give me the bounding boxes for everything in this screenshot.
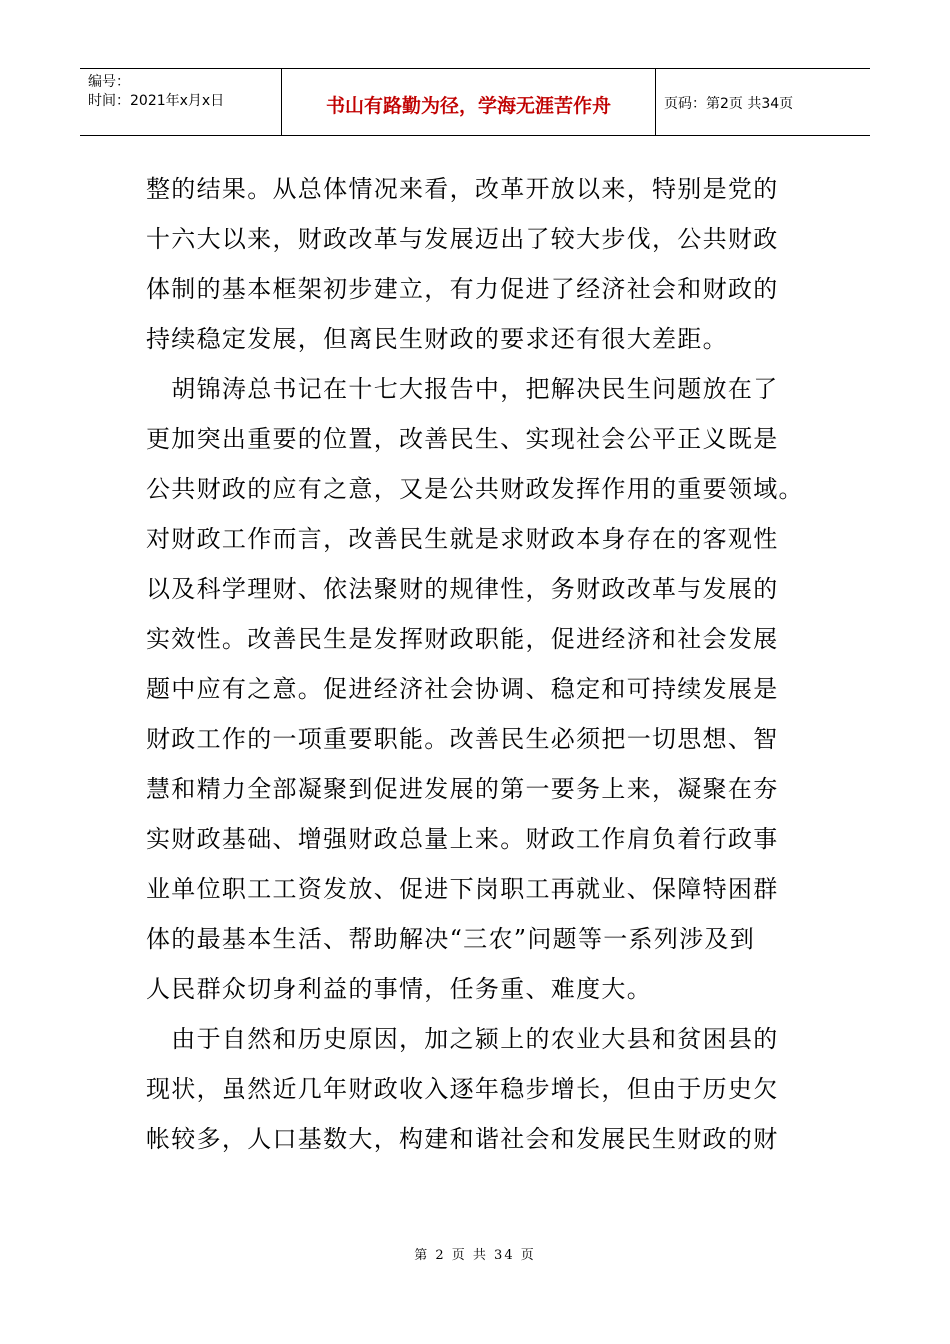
body-line: 以及科学理财、依法聚财的规律性，务财政改革与发展的	[146, 575, 779, 603]
body-line: 公共财政的应有之意，又是公共财政发挥作用的重要领域。	[146, 475, 804, 503]
page-footer: 第 2 页 共 34 页	[414, 1248, 536, 1263]
body-line: 业单位职工工资发放、促进下岗职工再就业、保障特困群	[146, 875, 779, 903]
body-line: 持续稳定发展，但离民生财政的要求还有很大差距。	[146, 325, 728, 353]
body-line: 胡锦涛总书记在十七大报告中，把解决民生问题放在了	[146, 375, 779, 403]
body-line: 现状，虽然近几年财政收入逐年稳步增长，但由于历史欠	[146, 1075, 779, 1103]
body-line: 由于自然和历史原因，加之颍上的农业大县和贫困县的	[146, 1025, 779, 1053]
header-meta	[80, 69, 282, 135]
body-line: 实财政基础、增强财政总量上来。财政工作肩负着行政事	[146, 825, 779, 853]
body-line: 对财政工作而言，改善民生就是求财政本身存在的客观性	[146, 525, 779, 553]
body-line: 体的最基本生活、帮助解决“三农”问题等一系列涉及到	[146, 925, 756, 953]
body-line: 整的结果。从总体情况来看，改革开放以来，特别是党的	[146, 175, 779, 203]
header-page-info: 页码：第2页 共34页	[664, 96, 794, 112]
body-line: 十六大以来，财政改革与发展迈出了较大步伐，公共财政	[146, 225, 779, 253]
body-line: 慧和精力全部凝聚到促进发展的第一要务上来，凝聚在夯	[146, 775, 779, 803]
body-line: 人民群众切身利益的事情，任务重、难度大。	[146, 975, 652, 1003]
time-label: 时间：2021年x月x日	[88, 93, 225, 109]
page-header	[80, 68, 870, 136]
body-line: 实效性。改善民生是发挥财政职能，促进经济和社会发展	[146, 625, 779, 653]
header-motto: 书山有路勤为径，学海无涯苦作舟	[282, 69, 656, 135]
number-label: 编号：	[88, 74, 130, 90]
body-line: 更加突出重要的位置，改善民生、实现社会公平正义既是	[146, 425, 779, 453]
body-line: 体制的基本框架初步建立，有力促进了经济社会和财政的	[146, 275, 779, 303]
body-line: 帐较多，人口基数大，构建和谐社会和发展民生财政的财	[146, 1125, 779, 1153]
body-line: 题中应有之意。促进经济社会协调、稳定和可持续发展是	[146, 675, 779, 703]
document-body	[146, 164, 804, 1164]
body-line: 财政工作的一项重要职能。改善民生必须把一切思想、智	[146, 725, 779, 753]
